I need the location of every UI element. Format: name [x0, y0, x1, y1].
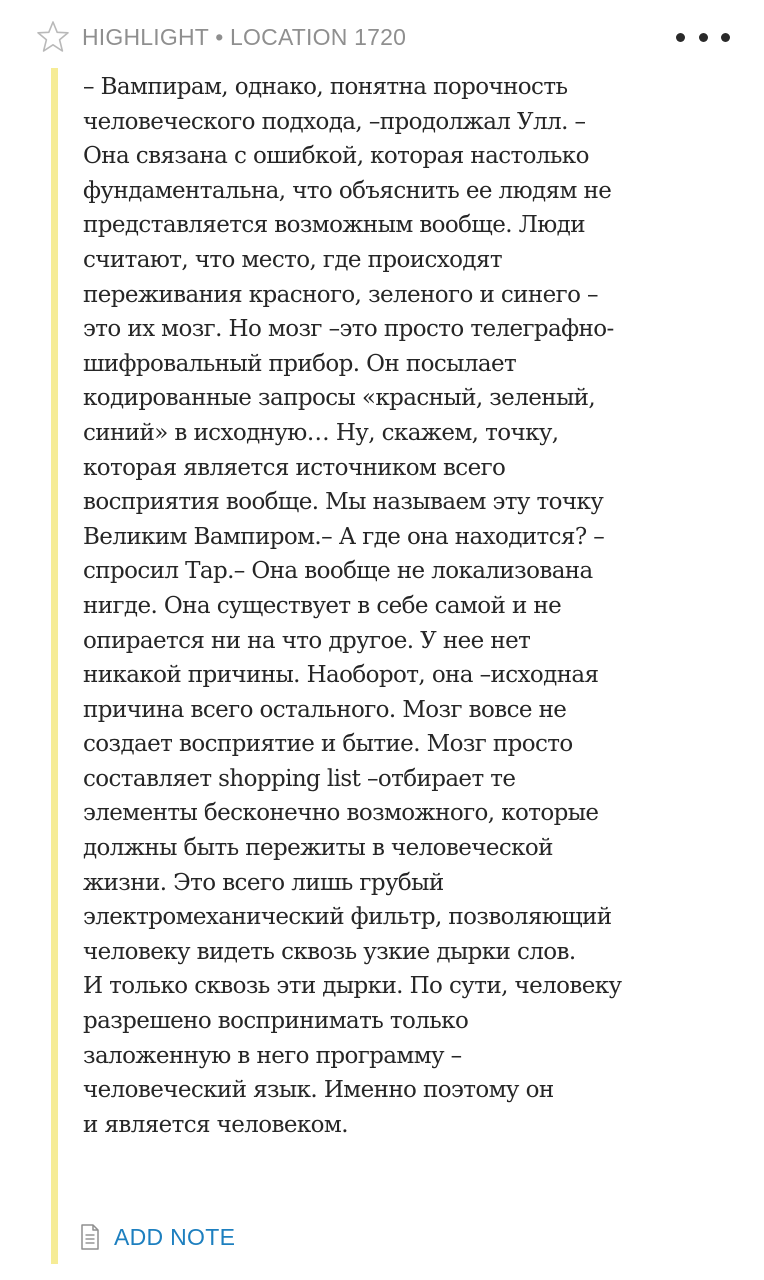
note-document-icon	[80, 1224, 100, 1250]
highlight-color-bar	[51, 68, 58, 1264]
highlight-location-label: HIGHLIGHT • LOCATION 1720	[82, 24, 407, 50]
menu-dot	[721, 33, 730, 42]
menu-dot	[699, 33, 708, 42]
star-outline-icon[interactable]	[36, 20, 70, 54]
highlight-header	[0, 0, 764, 74]
highlight-text: – Вампирам, однако, понятна порочность человеческого подхода, –продолжал Улл. – Она связана с ошибкой, которая настолько фундаментальна, что объяснить ее людям не представляется возможным вообще. Люди считают, что место, где происходят переживания красного, зеленого и синего – это их мозг. Но мозг –это просто телеграфно- шифровальный прибор. Он посылает кодированные запросы «красный, зеленый, синий» в исходную… Ну, скажем, точку, которая является источником всего восприятия вообще. Мы называем эту точку Великим Вампиром.– А где она находится? – спросил Тар.– Она вообще не локализована нигде. Она существует в себе самой и не опирается ни на что другое. У нее нет никакой причины. Наоборот, она –исходная причина всего остального. Мозг вовсе не создает восприятие и бытие. Мозг просто составляет shopping list –отбирает те элементы бесконечно возможного, которые должны быть пережиты в человеческой жизни. Это всего лишь грубый электромеханический фильтр, позволяющий человеку видеть сквозь узкие дырки слов. И только сквозь эти дырки. По сути, человеку разрешено воспринимать только заложенную в него программу – человеческий язык. Именно поэтому он и является человеком.	[83, 74, 622, 1138]
add-note-button[interactable]	[80, 1222, 235, 1252]
menu-dot	[676, 33, 685, 42]
add-note-label: ADD NOTE	[114, 1223, 236, 1250]
more-horizontal-icon[interactable]	[676, 22, 730, 52]
